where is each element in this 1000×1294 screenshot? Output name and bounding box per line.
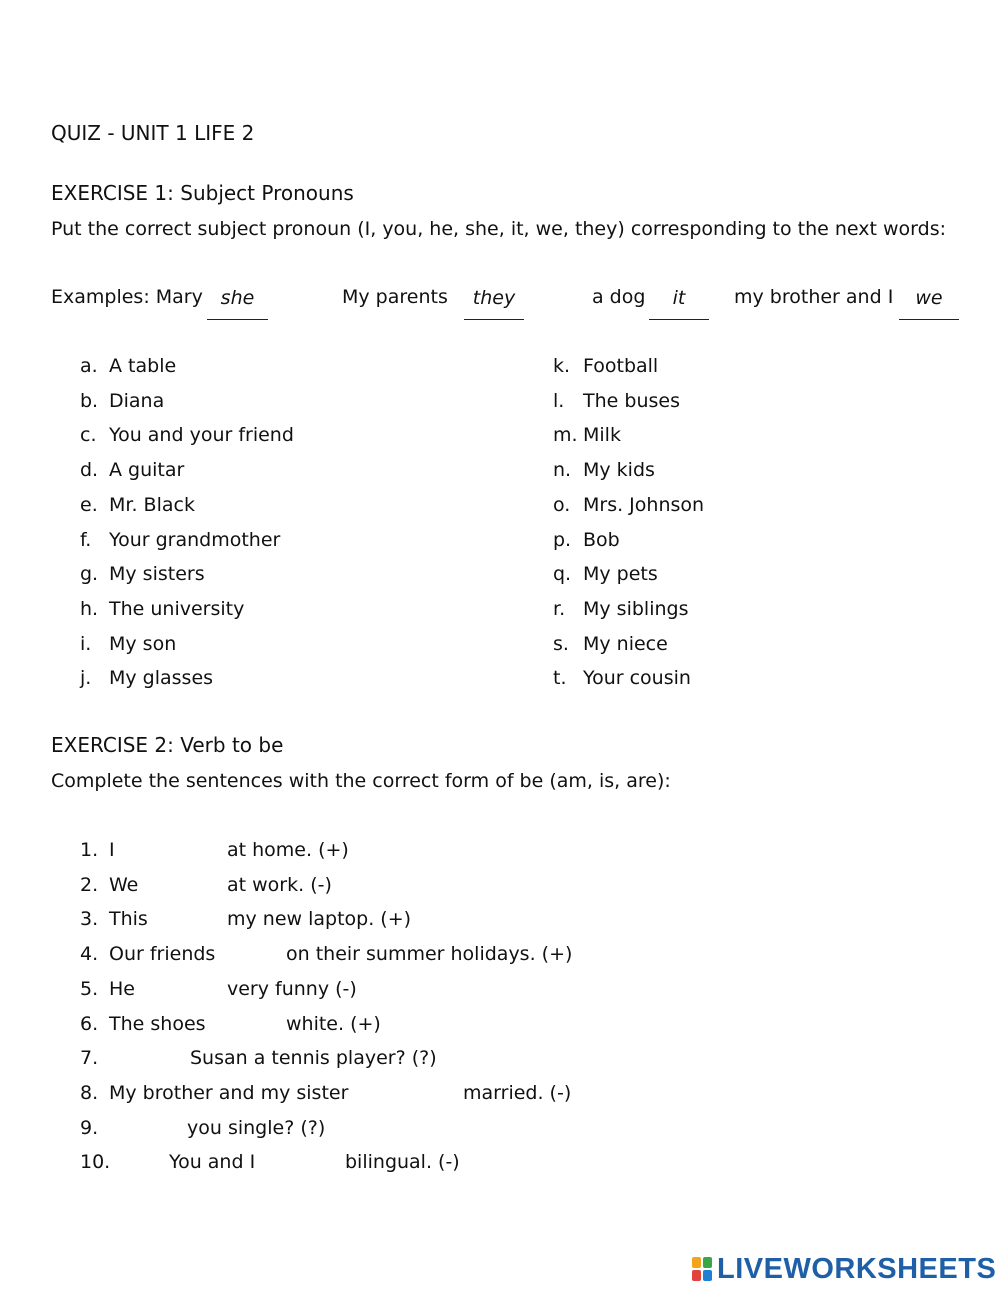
sentence-rest: on their summer holidays. (+) — [286, 943, 573, 966]
exercise1-instructions: Put the correct subject pronoun (I, you, he, she, it, we, they) corresponding to the next words: — [51, 218, 947, 240]
sentence-rest: married. (-) — [463, 1081, 572, 1104]
list-item-marker: h. — [80, 597, 99, 620]
list-item — [80, 529, 280, 551]
list-item-text: My son — [109, 632, 177, 655]
list-item-text: The buses — [583, 389, 680, 412]
example-answer-4: we — [899, 286, 959, 320]
example-answer-2: they — [464, 286, 524, 320]
list-item — [553, 424, 621, 446]
sentence-subject: My brother and my sister — [109, 1081, 349, 1104]
list-item-marker: r. — [553, 597, 566, 620]
list-item-text: Your grandmother — [109, 528, 281, 551]
list-item-marker: o. — [553, 493, 571, 516]
sentence-rest: bilingual. (-) — [345, 1151, 460, 1174]
list-item-marker: g. — [80, 563, 99, 586]
list-item-marker: f. — [80, 528, 92, 551]
sentence-subject: We — [109, 873, 139, 896]
sentence-rest: at work. (-) — [227, 873, 332, 896]
list-item — [553, 667, 691, 689]
list-item-marker: p. — [553, 528, 572, 551]
sentence-subject: The shoes — [109, 1012, 206, 1035]
example-word-2: My parents — [342, 286, 448, 308]
sentence-subject: Our friends — [109, 943, 216, 966]
list-item — [80, 494, 195, 516]
sentence-number: 7. — [80, 1047, 99, 1070]
list-item-text: My niece — [583, 632, 668, 655]
list-item-text: Diana — [109, 389, 165, 412]
list-item — [80, 424, 294, 446]
list-item-text: My kids — [583, 459, 655, 482]
sentence-row — [80, 874, 680, 902]
list-item-marker: m. — [553, 424, 578, 447]
list-item-marker: e. — [80, 493, 98, 516]
sentence-row — [80, 1047, 680, 1075]
list-item — [80, 598, 244, 620]
list-item-text: A table — [109, 355, 177, 377]
list-item-text: A guitar — [109, 459, 185, 482]
list-item — [553, 459, 655, 481]
list-item-marker: l. — [553, 389, 565, 412]
sentence-subject: I — [109, 839, 115, 861]
example-answer-3: it — [649, 286, 709, 320]
logo-wordmark: LIVEWORKSHEETS — [717, 1252, 997, 1285]
list-item-marker: s. — [553, 632, 569, 655]
sentence-number: 2. — [80, 873, 99, 896]
list-item-text: My pets — [583, 563, 658, 586]
list-item — [553, 529, 620, 551]
list-item — [80, 390, 164, 412]
sentence-subject: This — [109, 908, 148, 931]
list-item-text: My glasses — [109, 667, 214, 690]
list-item-text: Mrs. Johnson — [583, 493, 705, 516]
list-item — [553, 390, 680, 412]
list-item — [80, 667, 213, 689]
list-item-text: Your cousin — [583, 667, 691, 690]
sentence-number: 5. — [80, 977, 99, 1000]
sentence-number: 3. — [80, 908, 99, 931]
sentence-rest: at home. (+) — [227, 839, 349, 861]
sentence-subject: He — [109, 977, 135, 1000]
example-word-4: my brother and I — [734, 286, 894, 308]
sentence-rest: my new laptop. (+) — [227, 908, 412, 931]
list-item — [80, 563, 205, 585]
sentence-number: 6. — [80, 1012, 99, 1035]
sentence-row — [80, 908, 680, 936]
exercise2-title: EXERCISE 2: Verb to be — [51, 733, 284, 757]
liveworksheets-logo — [692, 1253, 996, 1285]
list-item — [80, 459, 184, 481]
list-item — [553, 563, 658, 585]
list-item-marker: c. — [80, 424, 97, 447]
sentence-rest: very funny (-) — [227, 977, 357, 1000]
list-item-marker: a. — [80, 355, 98, 377]
list-item — [553, 494, 704, 516]
list-item-marker: t. — [553, 667, 567, 690]
quiz-title: QUIZ - UNIT 1 LIFE 2 — [51, 121, 255, 145]
list-item-text: You and your friend — [109, 424, 294, 447]
sentence-rest: Susan a tennis player? (?) — [190, 1047, 437, 1070]
liveworksheets-logo-icon — [692, 1257, 714, 1281]
list-item-marker: n. — [553, 459, 572, 482]
sentence-row — [80, 839, 680, 867]
examples-label: Examples: Mary — [51, 286, 203, 308]
list-item-marker: k. — [553, 355, 571, 377]
exercise1-title: EXERCISE 1: Subject Pronouns — [51, 181, 354, 205]
sentence-row — [80, 943, 680, 971]
sentence-row — [80, 978, 680, 1006]
sentence-number: 4. — [80, 943, 99, 966]
exercise2-instructions: Complete the sentences with the correct form of be (am, is, are): — [51, 770, 671, 792]
example-word-3: a dog — [592, 286, 646, 308]
sentence-rest: white. (+) — [286, 1012, 381, 1035]
list-item-marker: b. — [80, 389, 99, 412]
list-item-marker: q. — [553, 563, 572, 586]
list-item — [553, 598, 688, 620]
sentence-number: 1. — [80, 839, 99, 861]
sentence-number: 10. — [80, 1151, 111, 1174]
list-item-marker: j. — [80, 667, 92, 690]
list-item — [80, 633, 176, 655]
list-item-text: Bob — [583, 528, 620, 551]
list-item-text: Mr. Black — [109, 493, 195, 516]
list-item-text: My siblings — [583, 597, 689, 620]
sentence-subject: You and I — [169, 1151, 256, 1174]
list-item-text: The university — [109, 597, 245, 620]
list-item-text: My sisters — [109, 563, 205, 586]
example-answer-1: she — [207, 286, 268, 320]
sentence-number: 8. — [80, 1081, 99, 1104]
sentence-rest: you single? (?) — [187, 1116, 326, 1139]
sentence-row — [80, 1117, 680, 1145]
list-item-marker: d. — [80, 459, 99, 482]
list-item-marker: i. — [80, 632, 92, 655]
list-item-text: Milk — [583, 424, 621, 447]
sentence-row — [80, 1013, 680, 1041]
sentence-row — [80, 1082, 680, 1110]
list-item — [80, 355, 176, 377]
list-item — [553, 355, 658, 377]
sentence-row — [80, 1151, 680, 1179]
list-item — [553, 633, 668, 655]
list-item-text: Football — [583, 355, 659, 377]
sentence-number: 9. — [80, 1116, 99, 1139]
